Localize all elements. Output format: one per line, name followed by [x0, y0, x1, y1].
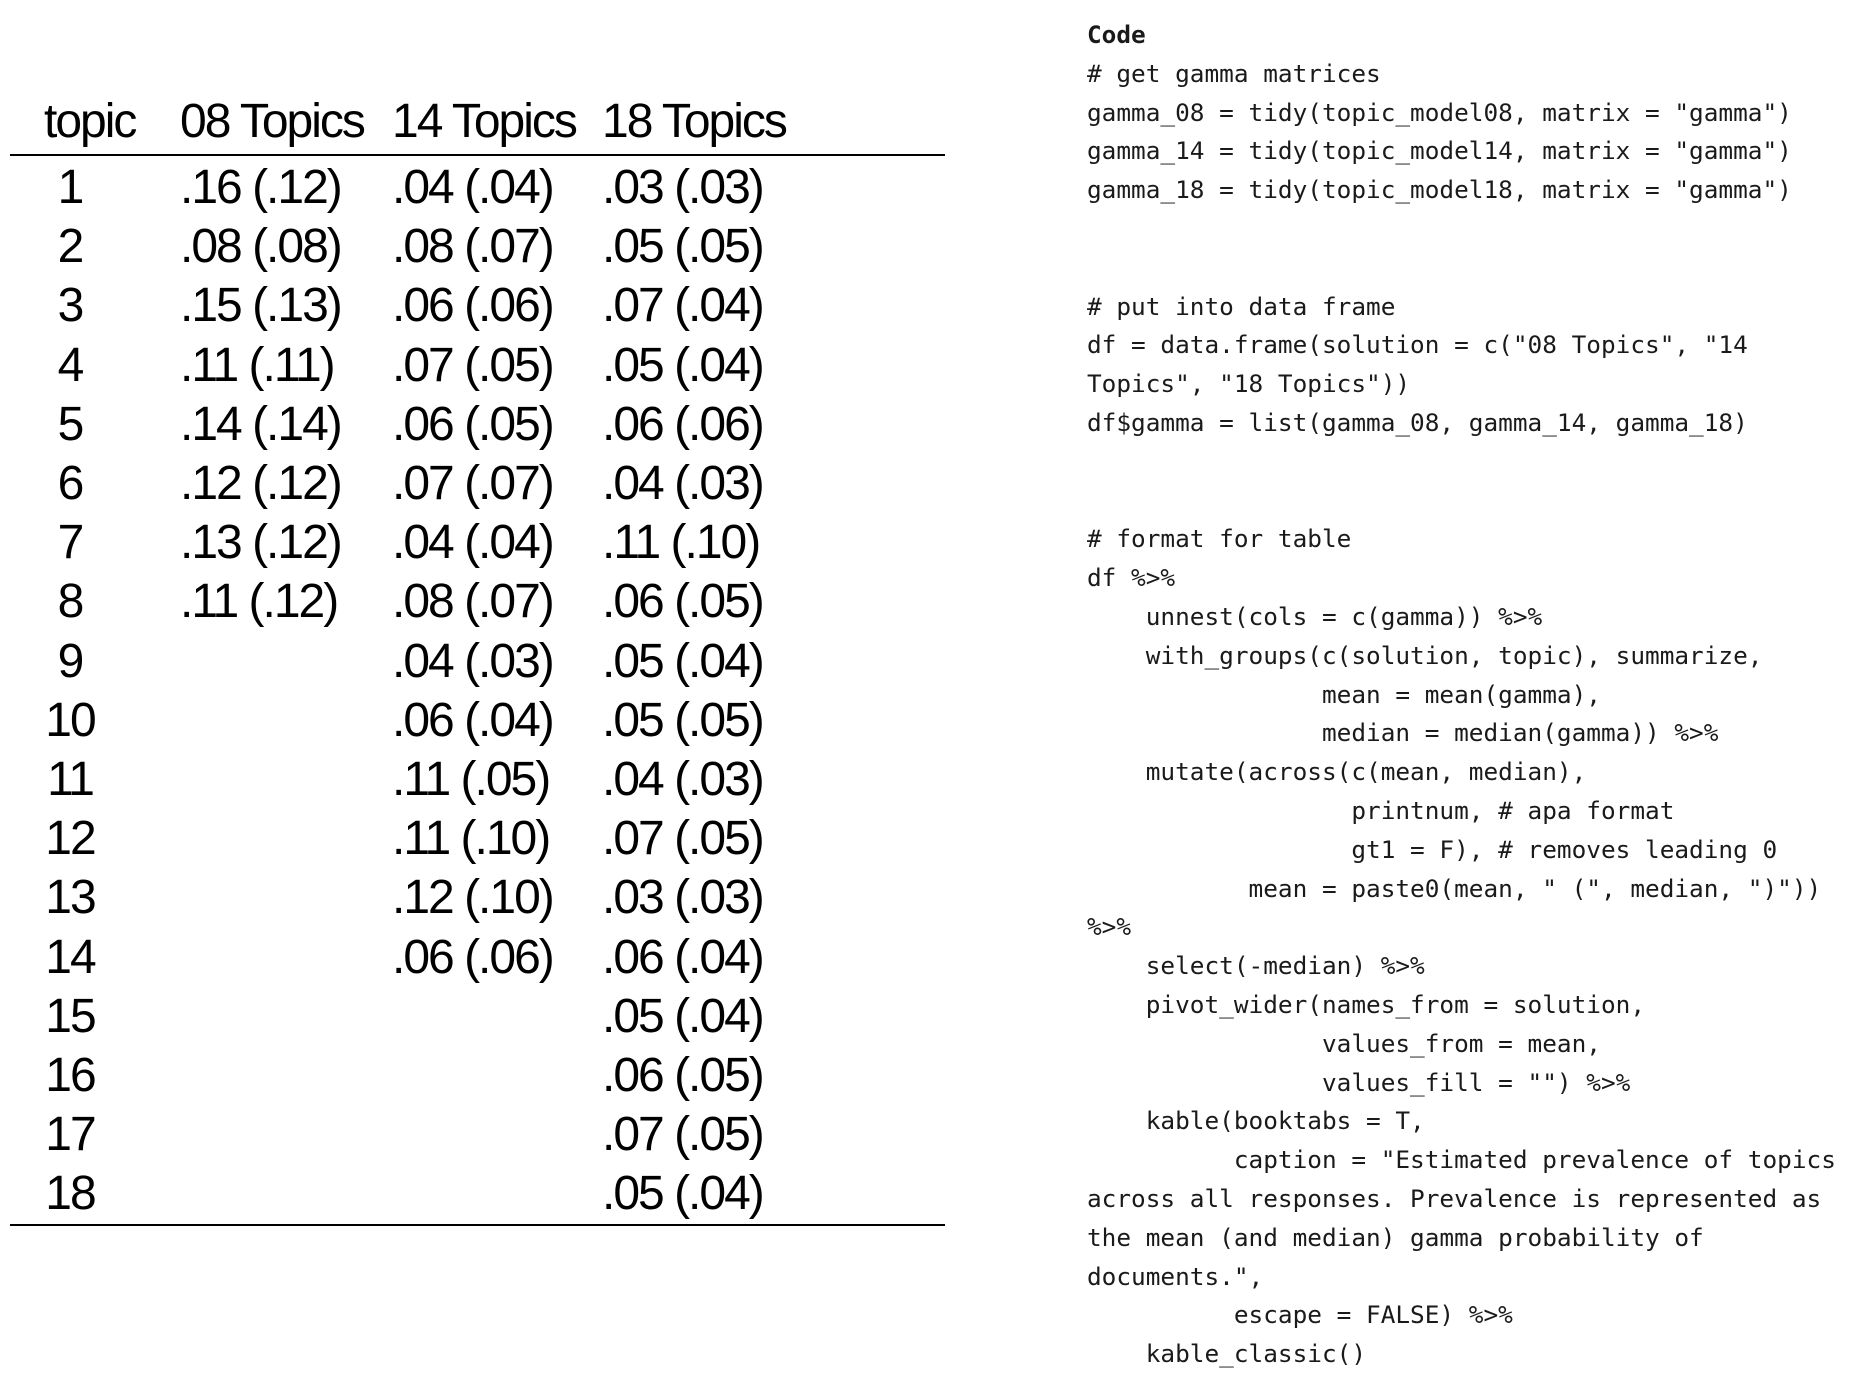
code-line: values_fill = "") %>% [1087, 1067, 1631, 1097]
prevalence-table-container [10, 90, 945, 1226]
table-row [10, 336, 945, 395]
code-line: across all responses. Prevalence is represented as [1087, 1183, 1822, 1213]
code-line: pivot_wider(names_from = solution, [1087, 989, 1646, 1019]
table-row [10, 868, 945, 927]
topic-cell: 13 [45, 871, 95, 925]
topic-cell: 14 [45, 930, 95, 984]
table-row [10, 1164, 945, 1224]
value-08-topics [180, 691, 392, 750]
table-row [10, 155, 945, 217]
value-14-topics: .12 (.10) [392, 871, 553, 925]
value-14-topics: .07 (.05) [392, 338, 553, 392]
value-14-topics: .06 (.06) [392, 279, 553, 333]
code-line: median = median(gamma)) %>% [1087, 718, 1719, 748]
value-14-topics: .04 (.03) [392, 634, 553, 688]
value-14-topics: .08 (.07) [392, 220, 553, 274]
code-line: caption = "Estimated prevalence of topics [1087, 1145, 1836, 1175]
value-14-topics: .04 (.04) [392, 516, 553, 570]
code-line: with_groups(c(solution, topic), summarize, [1087, 640, 1763, 670]
value-08-topics: .12 (.12) [180, 457, 341, 511]
header-topic: topic [10, 90, 180, 155]
value-08-topics: .15 (.13) [180, 279, 341, 333]
table-row [10, 1046, 945, 1105]
value-08-topics: .14 (.14) [180, 397, 341, 451]
value-14-topics: .06 (.04) [392, 693, 553, 747]
code-line: printnum, # apa format [1087, 795, 1675, 825]
value-14-topics [392, 987, 602, 1046]
topic-cell: 15 [45, 989, 95, 1043]
code-line: %>% [1087, 912, 1132, 942]
code-line: # put into data frame [1087, 291, 1396, 321]
header-18-topics: 18 Topics [602, 90, 945, 155]
table-row [10, 395, 945, 454]
value-18-topics: .03 (.03) [602, 161, 763, 214]
header-14-topics: 14 Topics [392, 90, 602, 155]
value-08-topics [180, 1046, 392, 1105]
topic-cell: 10 [45, 693, 95, 747]
code-line: unnest(cols = c(gamma)) %>% [1087, 601, 1543, 631]
value-18-topics: .06 (.05) [602, 575, 763, 629]
table-row [10, 572, 945, 631]
value-18-topics: .05 (.05) [602, 220, 763, 274]
topic-cell: 11 [47, 753, 93, 807]
code-line: kable_classic() [1087, 1339, 1367, 1369]
code-line: df$gamma = list(gamma_08, gamma_14, gamma_18) [1087, 407, 1748, 437]
value-18-topics: .07 (.05) [602, 1108, 763, 1162]
code-line: mean = paste0(mean, " (", median, ")")) [1087, 873, 1822, 903]
value-14-topics [392, 1105, 602, 1164]
value-18-topics: .06 (.05) [602, 1049, 763, 1103]
topic-cell: 12 [45, 812, 95, 866]
value-08-topics [180, 1105, 392, 1164]
value-18-topics: .03 (.03) [602, 871, 763, 925]
value-18-topics: .05 (.04) [602, 338, 763, 392]
value-08-topics [180, 928, 392, 987]
value-08-topics: .11 (.12) [180, 575, 338, 629]
code-line: # format for table [1087, 524, 1352, 554]
value-18-topics: .05 (.04) [602, 634, 763, 688]
code-line: df %>% [1087, 563, 1176, 593]
topic-cell: 3 [57, 279, 83, 333]
code-line: df = data.frame(solution = c("08 Topics", "14 [1087, 330, 1748, 360]
code-line: mutate(across(c(mean, median), [1087, 757, 1587, 787]
topic-cell: 17 [45, 1108, 95, 1162]
code-panel [1087, 16, 1867, 1374]
code-line: escape = FALSE) %>% [1087, 1300, 1513, 1330]
table-row [10, 632, 945, 691]
table-row [10, 1105, 945, 1164]
header-08-topics: 08 Topics [180, 90, 392, 155]
code-line: gamma_18 = tidy(topic_model18, matrix = "gamma") [1087, 175, 1792, 205]
topic-cell: 4 [57, 338, 83, 392]
value-08-topics: .13 (.12) [180, 516, 341, 570]
table-row [10, 750, 945, 809]
topic-cell: 7 [57, 516, 83, 570]
topic-cell: 2 [57, 220, 83, 274]
topic-cell: 5 [57, 397, 83, 451]
code-line: the mean (and median) gamma probability of [1087, 1222, 1704, 1252]
value-08-topics: .08 (.08) [180, 220, 341, 274]
code-line: Topics", "18 Topics")) [1087, 369, 1411, 399]
table-header-row [10, 90, 945, 155]
table-row [10, 217, 945, 276]
table-body [10, 155, 945, 1225]
value-08-topics [180, 1164, 392, 1224]
table-row [10, 513, 945, 572]
value-08-topics [180, 750, 392, 809]
table-row [10, 276, 945, 335]
value-14-topics: .11 (.10) [392, 812, 550, 866]
code-block [1087, 55, 1867, 1374]
value-14-topics: .04 (.04) [392, 161, 553, 214]
value-18-topics: .07 (.04) [602, 279, 763, 333]
topic-cell: 18 [10, 1164, 180, 1224]
topic-cell: 1 [57, 161, 83, 214]
code-line: kable(booktabs = T, [1087, 1106, 1425, 1136]
table-row [10, 928, 945, 987]
value-08-topics [180, 868, 392, 927]
topic-cell: 6 [57, 457, 83, 511]
value-14-topics: .06 (.06) [392, 930, 553, 984]
value-08-topics [180, 987, 392, 1046]
value-18-topics: .05 (.04) [602, 989, 763, 1043]
value-18-topics: .05 (.04) [602, 1164, 945, 1224]
value-14-topics: .11 (.05) [392, 753, 550, 807]
topic-prevalence-table [10, 90, 945, 1226]
code-line: values_from = mean, [1087, 1028, 1601, 1058]
value-18-topics: .04 (.03) [602, 457, 763, 511]
table-row [10, 454, 945, 513]
value-08-topics [180, 809, 392, 868]
value-18-topics: .06 (.06) [602, 397, 763, 451]
value-18-topics: .11 (.10) [602, 516, 760, 570]
value-18-topics: .04 (.03) [602, 753, 763, 807]
value-14-topics: .07 (.07) [392, 457, 553, 511]
table-row [10, 987, 945, 1046]
value-18-topics: .06 (.04) [602, 930, 763, 984]
table-row [10, 809, 945, 868]
value-14-topics: .06 (.05) [392, 397, 553, 451]
code-line: documents.", [1087, 1261, 1264, 1291]
value-14-topics [392, 1164, 602, 1224]
code-line: gamma_08 = tidy(topic_model08, matrix = "gamma") [1087, 97, 1792, 127]
code-line: # get gamma matrices [1087, 58, 1381, 88]
code-heading: Code [1087, 20, 1146, 49]
value-18-topics: .05 (.05) [602, 693, 763, 747]
value-18-topics: .07 (.05) [602, 812, 763, 866]
value-14-topics [392, 1046, 602, 1105]
code-line: select(-median) %>% [1087, 951, 1425, 981]
topic-cell: 9 [57, 634, 83, 688]
topic-cell: 16 [45, 1049, 95, 1103]
value-08-topics: .11 (.11) [180, 338, 334, 392]
topic-cell: 8 [57, 575, 83, 629]
value-14-topics: .08 (.07) [392, 575, 553, 629]
table-row [10, 691, 945, 750]
code-line: gamma_14 = tidy(topic_model14, matrix = "gamma") [1087, 136, 1792, 166]
code-line: mean = mean(gamma), [1087, 679, 1601, 709]
value-08-topics: .16 (.12) [180, 161, 341, 214]
value-08-topics [180, 632, 392, 691]
code-line: gt1 = F), # removes leading 0 [1087, 834, 1778, 864]
